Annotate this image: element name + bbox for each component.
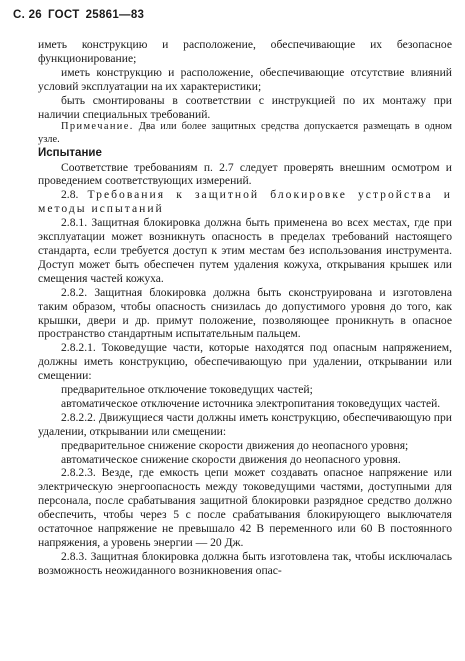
clause: 2.8.2.2. Движущиеся части должны иметь конструкцию, обеспечивающую при удалении, открывании или смещении:	[38, 410, 452, 438]
paragraph: Соответствие требованиям п. 2.7 следует проверять внешним осмотром и проведением соответствующих измерений.	[38, 160, 452, 188]
clause: 2.8.2. Защитная блокировка должна быть сконструирована и изготовлена таким образом, чтобы опасность снизилась до допустимого уровня до того, как крышки, двери и др. примут положение, позволяющее проникнуть в опасное пространство стандартным испытательным пальцем.	[38, 285, 452, 341]
paragraph: иметь конструкцию и расположение, обеспечивающие их безопасное функционирование;	[38, 38, 452, 65]
note	[38, 121, 452, 146]
clause: автоматическое отключение источника электропитания токоведущих частей.	[61, 396, 441, 410]
clause-heading	[38, 188, 452, 216]
document-body	[38, 38, 452, 578]
page-number: С. 26	[13, 9, 42, 21]
clause: 2.8.3. Защитная блокировка должна быть изготовлена так, чтобы исключалась возможность неожиданного возникновения опас-	[38, 549, 452, 577]
clause: 2.8.2.3. Везде, где емкость цепи может создавать опасное напряжение или электрическую энергоопасность между токоведущими частями, доступными для персонала, после срабатывания защитной блокировки разрядное средство должно обеспечить, чтобы через 5 с после срабатывания блокирующего выключателя остаточное напряжение не превышало 42 В переменного или 60 В постоянного напряжения, а уровень энергии — 20 Дж.	[38, 466, 452, 549]
clause-title: Требования к защитной блокировке устройства и методы испытаний	[38, 188, 452, 216]
page-header	[13, 9, 150, 21]
gost-number: 25861—83	[85, 9, 145, 21]
paragraph: быть смонтированы в соответствии с инструкцией по их монтажу при наличии специальных требований.	[38, 93, 452, 121]
clause: 2.8.2.1. Токоведущие части, которые находятся под опасным напряжением, должны иметь конструкцию, обеспечивающую при удалении, открывании или смещении:	[38, 341, 452, 383]
clause: автоматическое снижение скорости движения до неопасного уровня.	[61, 452, 401, 466]
note-text: Два или более защитных средства допускается размещать в одном узле.	[38, 121, 452, 146]
section-title: Испытание	[38, 146, 102, 159]
clause: 2.8.1. Защитная блокировка должна быть применена во всех местах, где при эксплуатации может возникнуть опасность в пределах требований настоящего стандарта, если требуется доступ к этим местам без использования инструмента. Доступ может быть обеспечен путем удаления кожуха, открывания крышек или смещения частей кожуха.	[38, 216, 452, 285]
paragraph: иметь конструкцию и расположение, обеспечивающие отсутствие влияний условий эксплуатации на их характеристики;	[38, 65, 452, 93]
clause: предварительное отключение токоведущих частей;	[61, 383, 313, 397]
gost-label: ГОСТ	[48, 9, 80, 21]
clause: предварительное снижение скорости движения до неопасного уровня;	[61, 438, 409, 452]
clause-number: 2.8.	[61, 188, 79, 202]
note-heading: Примечание.	[61, 121, 134, 133]
